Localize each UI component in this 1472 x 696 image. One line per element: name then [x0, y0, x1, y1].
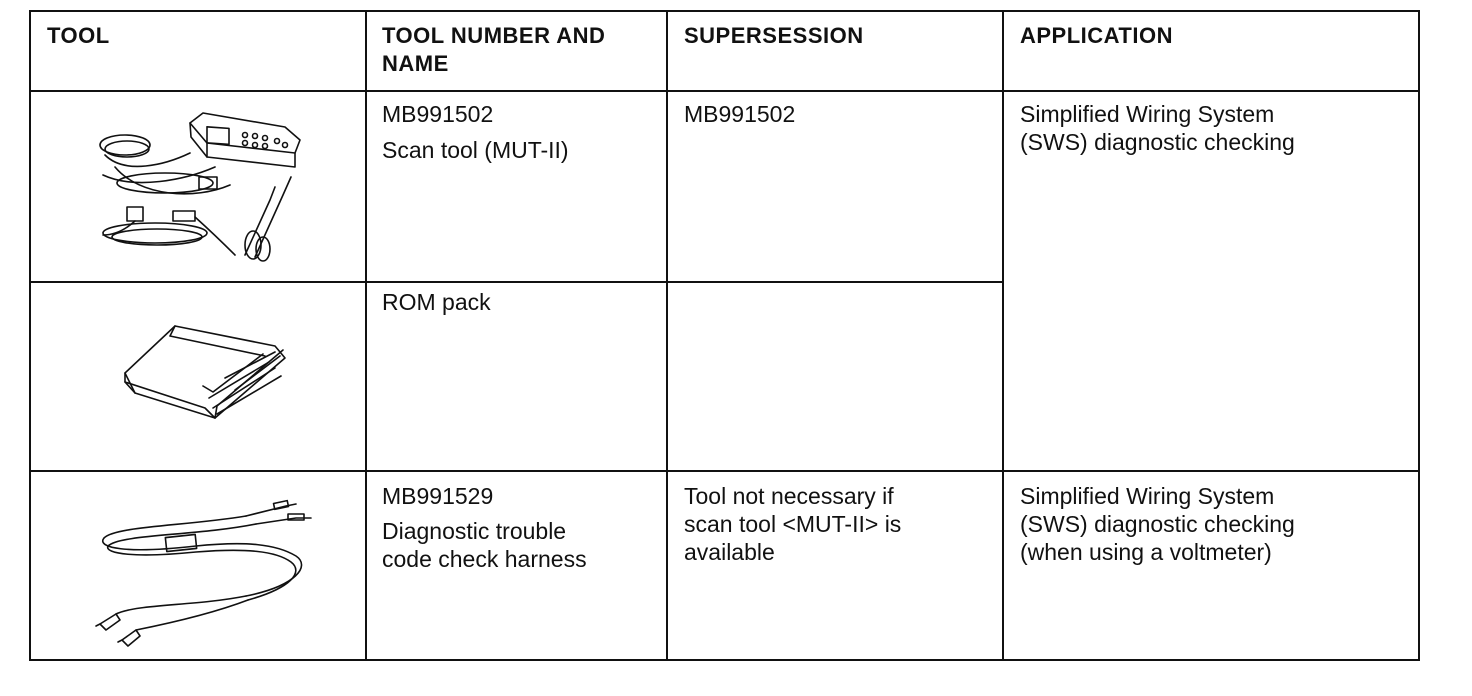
- supersession-line: available: [684, 539, 775, 565]
- row2-divider: [29, 470, 1420, 472]
- row3-application: [1020, 482, 1295, 566]
- header-tool-number-line1: TOOL NUMBER AND: [382, 23, 606, 48]
- header-tool-number: [382, 22, 605, 78]
- row2-tool-name: ROM pack: [382, 289, 491, 315]
- harness-cable-illustration: [96, 496, 321, 646]
- header-tool: TOOL: [47, 23, 110, 48]
- row3-tool-number: [382, 482, 587, 573]
- application-line: Simplified Wiring System: [1020, 483, 1275, 509]
- header-divider: [29, 90, 1420, 92]
- supersession-line: scan tool <MUT-II> is: [684, 511, 902, 537]
- header-application: APPLICATION: [1020, 23, 1173, 48]
- rom-pack-illustration: [115, 318, 295, 428]
- tool-number: MB991502: [382, 101, 494, 127]
- table-border-bottom: [29, 659, 1420, 661]
- scan-tool-kit-illustration: [95, 105, 315, 265]
- application-line: (when using a voltmeter): [1020, 539, 1272, 565]
- column-divider-3: [1002, 10, 1004, 661]
- row1-divider: [29, 281, 1004, 283]
- row3-supersession: [684, 482, 901, 566]
- table-border-right: [1418, 10, 1420, 661]
- tool-name-line: Diagnostic trouble: [382, 518, 567, 544]
- row1-supersession: MB991502: [684, 101, 796, 127]
- header-tool-number-line2: NAME: [382, 51, 449, 76]
- header-supersession: SUPERSESSION: [684, 23, 864, 48]
- table-border-top: [29, 10, 1420, 12]
- column-divider-1: [365, 10, 367, 661]
- application-line: (SWS) diagnostic checking: [1020, 511, 1295, 537]
- tool-name: Scan tool (MUT-II): [382, 137, 569, 163]
- row1-application: [1020, 100, 1295, 156]
- tool-name: [382, 517, 587, 573]
- application-line: Simplified Wiring System: [1020, 101, 1275, 127]
- table-border-left: [29, 10, 31, 661]
- tool-name-line: code check harness: [382, 546, 587, 572]
- application-line: (SWS) diagnostic checking: [1020, 129, 1295, 155]
- row1-tool-number: [382, 100, 569, 164]
- column-divider-2: [666, 10, 668, 661]
- tool-number: MB991529: [382, 483, 494, 509]
- supersession-line: Tool not necessary if: [684, 483, 894, 509]
